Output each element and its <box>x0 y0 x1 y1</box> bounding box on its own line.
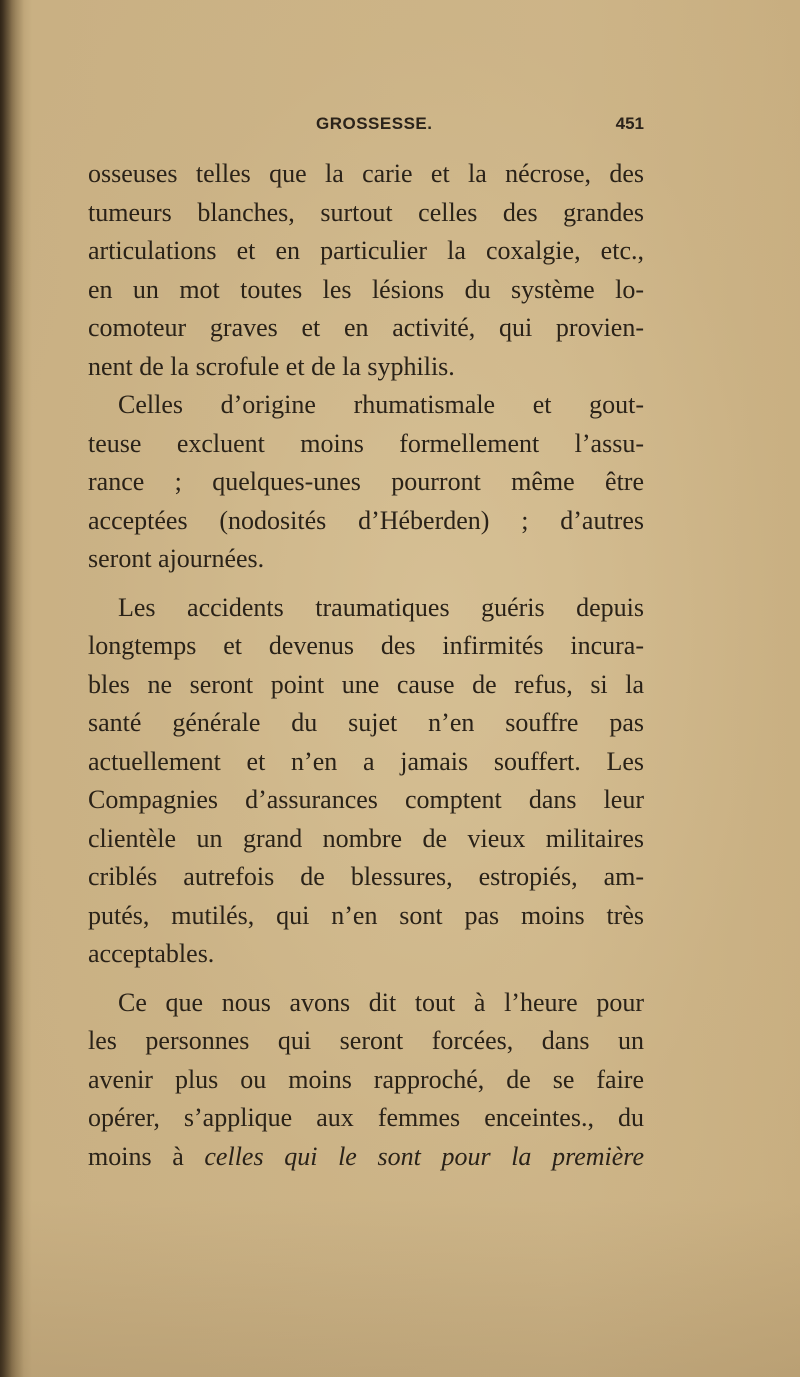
text-line: en un mot toutes les lésions du système lo- <box>88 274 644 304</box>
paragraph-gap <box>88 579 644 589</box>
text-line: acceptées (nodosités d’Héberden) ; d’autres <box>88 505 644 535</box>
text-line: osseuses telles que la carie et la nécrose, des <box>88 159 644 188</box>
text-line: rance ; quelques-unes pourront même être <box>88 467 644 496</box>
book-spine-shadow <box>0 0 24 1377</box>
text-line: avenir plus ou moins rapproché, de se faire <box>88 1064 644 1094</box>
running-head: GROSSESSE. <box>316 114 433 133</box>
paragraph-4 <box>88 984 644 1177</box>
text-line: clientèle un grand nombre de vieux militaires <box>88 823 644 853</box>
text-line: putés, mutilés, qui n’en sont pas moins très <box>88 900 644 930</box>
text-line: santé générale du sujet n’en souffre pas <box>88 708 644 737</box>
text-line: les personnes qui seront forcées, dans un <box>88 1026 644 1055</box>
text-line: acceptables. <box>88 939 215 968</box>
paragraph-1 <box>88 155 644 386</box>
page-header <box>88 112 644 142</box>
text-line: actuellement et n’en a jamais souffert. Les <box>88 746 644 776</box>
text-line: opérer, s’applique aux femmes enceintes., du <box>88 1103 644 1132</box>
page-number: 451 <box>615 114 644 133</box>
page-bottom-shade <box>0 1197 800 1377</box>
text-line: Les accidents traumatiques guéris depuis <box>118 592 644 622</box>
text-line: tumeurs blanches, surtout celles des grandes <box>88 197 644 227</box>
text-line: seront ajournées. <box>88 544 265 573</box>
text-roman: moins à <box>88 1141 205 1171</box>
text-line-final <box>88 1138 644 1177</box>
text-italic: celles qui le sont pour la première <box>204 1141 644 1171</box>
text-line: comoteur graves et en activité, qui provien- <box>88 313 644 342</box>
text-line: nent de la scrofule et de la syphilis. <box>88 351 455 381</box>
paragraph-gap <box>88 974 644 984</box>
paragraph-3 <box>88 589 644 974</box>
paragraph-2 <box>88 386 644 579</box>
text-line: articulations et en particulier la coxalgie, etc., <box>88 236 644 265</box>
body-text <box>88 155 644 1176</box>
text-line: Ce que nous avons dit tout à l’heure pour <box>118 987 644 1017</box>
text-line: Celles d’origine rhumatismale et gout- <box>118 390 644 419</box>
text-line: longtemps et devenus des infirmités incura- <box>88 631 644 660</box>
text-line: Compagnies d’assurances comptent dans leur <box>88 785 644 814</box>
text-line: teuse excluent moins formellement l’assu- <box>88 428 644 458</box>
text-line: bles ne seront point une cause de refus, si la <box>88 669 644 699</box>
text-line: criblés autrefois de blessures, estropiés, am- <box>88 862 644 891</box>
